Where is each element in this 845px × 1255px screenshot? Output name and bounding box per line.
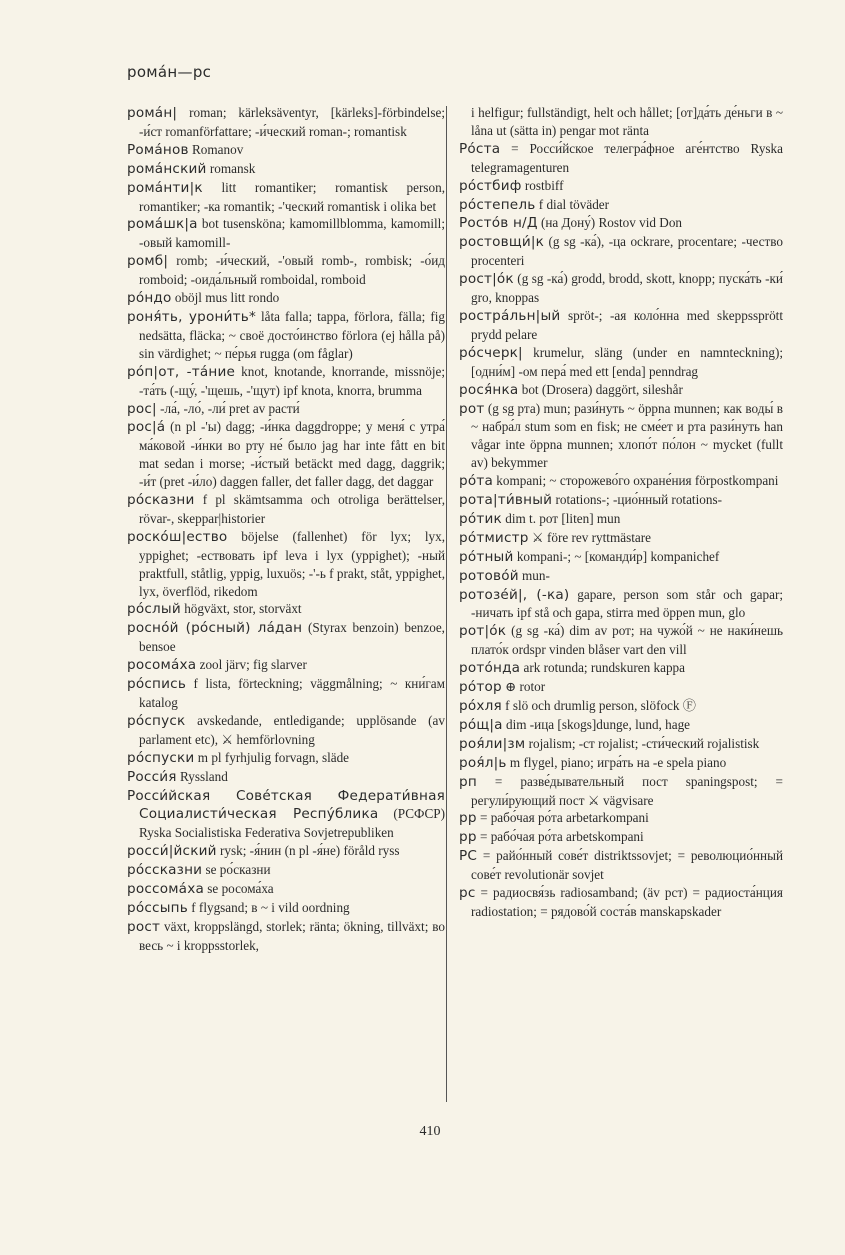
dictionary-entry [127,899,445,918]
entry-headword: ростовщи́|к [459,234,545,251]
entry-headword: Росто́в н/Д [459,215,538,232]
entry-headword: ро́ссказни [127,862,203,879]
entry-headword: ро́хля [459,698,502,714]
entry-headword: Ро́ста [459,140,501,157]
entry-definition: zool järv; fig slarver [196,657,307,673]
dictionary-entry [127,363,445,400]
entry-headword: росси́|йский [127,843,217,860]
dictionary-entry [127,918,445,955]
entry-definition: ark rotunda; rundskuren kappa [520,660,685,676]
dictionary-entry [127,104,445,141]
dictionary-entry [127,675,445,712]
entry-definition: växt, kroppslängd, storlek; ränta; ökning, tillväxt; во весь ~ i kroppsstorlek, [139,918,445,953]
dictionary-entry [459,307,783,344]
entry-definition: = рабо́чая ро́та arbetskompani [476,829,644,845]
entry-definition: knot, knotande, knorrande, missnöje; -та́ть (-щу́, -'щешь, -'щут) ipf knota, knorra, brumma [139,363,445,398]
entry-headword: рр [459,829,477,846]
dictionary-entry [459,828,783,847]
entry-headword: Росси́я [127,768,177,785]
dictionary-entry [127,160,445,179]
entry-headword: Рома́нов [127,141,189,158]
entry-headword: рп [459,773,477,790]
entry-definition: (n pl -'ы) dagg; -и́нка daggdroppe; у меня́ с утра́ ма́ковой -и́нки во рту не́ было jag har inte fått en bit mat sedan i morse; -и́стый betäckt med dagg, daggrik; -и́т (pret -и́ло) daggen faller, det faller dagg, det daggar [139,419,445,490]
column-divider [446,106,447,1102]
entry-definition: (на Дону́) Rostov vid Don [537,215,683,231]
entry-headword: ро́счерк| [459,344,523,361]
entry-definition: Romanov [188,141,244,157]
entry-headword: ро́тик [459,510,502,527]
dictionary-entry [127,749,445,768]
dictionary-entry [459,548,783,567]
entry-headword: ро́та [459,473,493,490]
dictionary-entry [127,252,445,289]
dictionary-entry [459,270,783,307]
entry-headword: ро́спуски [127,749,195,766]
entry-definition: mun- [518,567,550,583]
dictionary-entry [459,884,783,921]
entry-definition: rojalism; -ст rojalist; -сти́ческий rojalistisk [525,735,760,751]
entry-headword: РС [459,848,478,865]
entry-definition: m flygel, piano; игра́ть на -е spela piano [506,754,727,770]
dictionary-entry [459,567,783,586]
right-column [459,104,783,921]
dictionary-entry [127,600,445,619]
entry-definition: romb; -и́ческий, -'овый romb-, rombisk; -о́ид romboid; -оида́льный romboidal, romboid [139,253,445,288]
entry-definition: rysk; -я́нин (n pl -я́не) föråld ryss [216,843,400,859]
dictionary-entry [459,586,783,623]
entry-headword: росома́ха [127,657,197,674]
entry-definition: krumelur, släng (under en namnteckning); [одни́м] -ом пера́ med ett [enda] penndrag [471,344,783,379]
entry-headword: ро́тный [459,548,514,565]
entry-definition: ⚔ före rev ryttmästare [528,529,651,545]
dictionary-entry [459,344,783,381]
dictionary-entry [459,177,783,196]
dictionary-entry [459,735,783,754]
entry-headword: рота|ти́вный [459,492,553,509]
dictionary-entry [127,179,445,216]
entry-headword: ро́ссыпь [127,899,188,916]
dictionary-entry [459,754,783,773]
entry-headword: Росси́йская Сове́тская Федерати́вная Социалисти́ческая Респу́блика [127,787,445,823]
entry-definition: (РСФСР) Ryska Socialistiska Federativa Sovjetrepubliken [139,806,445,841]
dictionary-entry [459,233,783,270]
running-head: рома́н—рс [127,63,212,81]
entry-headword: россома́ха [127,881,204,898]
entry-headword: ромб| [127,253,169,270]
dictionary-entry [127,528,445,601]
dictionary-entry [127,308,445,363]
entry-definition: romansk [206,160,256,176]
dictionary-entry [459,196,783,215]
entry-headword: росно́й (ро́сный) ла́дан [127,620,303,637]
entry-definition: (g sg рта) mun; рази́нуть ~ öppna munnen; как воды́ в ~ набра́л stum som en fisk; не сме́ет и рта рази́нуть han vågar inte öppna munnen; хлопо́т по́лон ~ mycket (fullt av) bekymmer [471,400,783,471]
dictionary-entry [127,491,445,528]
dictionary-entry [127,418,445,491]
entry-definition: roman; kärleksäventyr, [kärleks]-förbindelse; -и́ст romanförfattare; -и́ческий roman-; romantisk [139,105,445,139]
dictionary-entry [459,381,783,400]
entry-headword: роя́ли|зм [459,735,526,752]
left-column [127,104,445,955]
entry-definition: f dial töväder [535,196,610,212]
dictionary-entry [127,289,445,308]
dictionary-entry [459,472,783,491]
dictionary-entry [127,712,445,749]
entry-definition: (Styrax benzoin) benzoe, bensoe [139,620,445,655]
entry-headword: ро́щ|а [459,716,503,733]
continuation-text: i helfigur; fullständigt, helt och hållet; [от]да́ть де́ньги в ~ låna ut (sätta in) pengar mot ränta [471,105,783,138]
entry-headword: ро́спуск [127,712,186,729]
entry-headword: ро́стбиф [459,177,522,194]
entry-headword: ротозе́й|, (-ка) [459,586,570,603]
entry-definition: (g sg -ка́), -ца ockrare, procentare; -чество procenteri [471,234,783,269]
dictionary-entry [459,773,783,810]
entry-headword: ро́ндо [127,290,172,307]
dictionary-entry [459,214,783,233]
entry-definition: Ryssland [176,768,228,784]
entry-definition: rotations-; -цио́нный rotations- [552,492,722,508]
entry-definition: = райо́нный сове́т distriktssovjet; = революцио́нный сове́т revolutionär sovjet [471,848,783,883]
entry-headword: ро́п|от, -та́ние [127,363,236,380]
entry-headword: рома́нти|к [127,179,203,196]
entry-headword: рот|о́к [459,623,507,640]
entry-headword: рот [459,400,485,417]
entry-definition: se росома́ха [203,881,274,897]
dictionary-entry [459,678,783,697]
entry-headword: рос|а́ [127,419,166,436]
entry-definition: f lista, förteckning; väggmålning; ~ кни́гам katalog [139,676,445,710]
entry-headword: роня́ть, урони́ть* [127,308,256,325]
entry-headword: рс [459,885,476,902]
entry-headword: ро́сказни [127,492,195,509]
entry-definition: bot (Drosera) daggört, sileshår [518,381,683,397]
entry-definition: = радиосвя́зь radiosamband; (äv рст) = радиоста́нция radiostation; = рядово́й соста́в manskapskader [471,885,783,919]
dictionary-entry [459,529,783,548]
entry-headword: ро́степель [459,196,536,213]
entry-definition: f slö och drumlig person, slöfock Ⓕ [501,698,696,713]
entry-definition: kompani-; ~ [команди́р] kompanichef [513,548,720,564]
dictionary-entry [459,491,783,510]
entry-definition: rostbiff [521,177,564,193]
entry-definition: kompani; ~ сторожево́го охране́ния förpostkompani [493,473,779,489]
entry-definition: dim t. рот [liten] mun [501,510,621,526]
entry-headword: ротово́й [459,567,519,584]
entry-headword: рос| [127,400,157,417]
entry-definition: oböjl mus litt rondo [171,290,280,306]
entry-definition: avskedande, entledigande; upplösande (av parlament etc), ⚔ hemförlovning [139,712,445,747]
entry-definition: = разве́дывательный пост spaningspost; = регули́рующий пост ⚔ vägvisare [471,773,783,808]
entry-headword: ро́тор [459,679,502,696]
entry-headword: рр [459,810,477,827]
entry-definition: gapare, person som står och gapar; -ничать ipf stå och gapa, stirra med öppen mun, glo [471,586,783,621]
dictionary-entry [127,768,445,787]
dictionary-entry [127,619,445,656]
entry-definition: = рабо́чая ро́та arbetarkompani [476,810,649,826]
entry-definition: litt romantiker; romantisk person, romantiker; -ка romantik; -'ческий romantisk i olika bet [139,179,445,214]
entry-headword: роя́л|ь [459,754,507,771]
entry-definition: dim -ица [skogs]dunge, lund, hage [502,716,691,732]
entry-headword: рося́нка [459,381,519,398]
dictionary-entry [459,140,783,177]
entry-definition: (g sg -ка́) dim av рот; на чужо́й ~ не наки́нешь плато́к ordspr vinden blåser vart den vill [471,623,783,658]
entry-definition: ⊕ rotor [501,679,546,695]
dictionary-entry [127,141,445,160]
entry-headword: рост|о́к [459,271,514,288]
dictionary-entry [127,787,445,843]
entry-definition: f pl skämtsamma och otroliga berättelser, rövar-, skeppar|historier [139,492,445,526]
dictionary-entry [459,400,783,473]
entry-headword: роско́ш|ество [127,528,228,545]
dictionary-entry [459,510,783,529]
entry-headword: рома́шк|а [127,216,198,233]
dictionary-entry [459,697,783,716]
entry-definition: se ро́сказни [202,862,271,878]
dictionary-entry [127,215,445,252]
dictionary-entry [127,842,445,861]
dictionary-entry [127,880,445,899]
entry-definition: = Росси́йское телегра́фное аге́нтство Ryska telegramagenturen [471,140,783,175]
entry-headword: ро́слый [127,601,181,618]
entry-headword: рост [127,918,161,935]
entry-headword: рома́н| [127,105,178,121]
entry-definition: m pl fyrhjulig forvagn, släde [194,749,350,765]
entry-definition: -ла́, -ло́, -ли́ pret av расти́ [156,400,300,416]
dictionary-entry [127,861,445,880]
dictionary-entry [127,656,445,675]
entry-headword: рото́нда [459,660,521,677]
entry-definition: (g sg -ка́) grodd, brodd, skott, knopp; пуска́ть -ки́ gro, knoppas [471,271,783,306]
right-entries [459,140,783,921]
entry-definition: f flygsand; в ~ i vild oordning [187,899,350,915]
entry-definition: böjelse (fallenhet) för lyx; lyx, yppighet; -ествовать ipf leva i lyx (yppighet); -ный praktfull, ståtlig, yppig, luxuös; -'-ь f prakt, ståt, yppighet, lyx, överflöd, rikedom [139,528,445,599]
dictionary-entry [459,622,783,659]
dictionary-entry [459,659,783,678]
page-number: 410 [419,1124,441,1139]
dictionary-entry [459,809,783,828]
entry-headword: рома́нский [127,160,207,177]
dictionary-entry [459,716,783,735]
entry-definition: högväxt, stor, storväxt [180,601,302,617]
entry-definition: bot tusensköna; kamomillblomma, kamomill; -овый kamomill- [139,216,445,251]
dictionary-entry [127,400,445,419]
entry-headword: ро́тмистр [459,529,529,546]
entry-definition: spröt-; -ая коло́нна med skeppssprött prydd pelare [471,307,783,342]
entry-headword: ростра́льн|ый [459,307,561,324]
dictionary-entry [459,847,783,884]
entry-headword: ро́спись [127,676,187,693]
entry-definition: låta falla; tappa, förlora, fälla; fig nedsätta, fläcka; ~ своё досто́инство förlora (ej hålla på) sin värdighet; ~ пе́рья rugga (om fåglar) [139,308,445,361]
